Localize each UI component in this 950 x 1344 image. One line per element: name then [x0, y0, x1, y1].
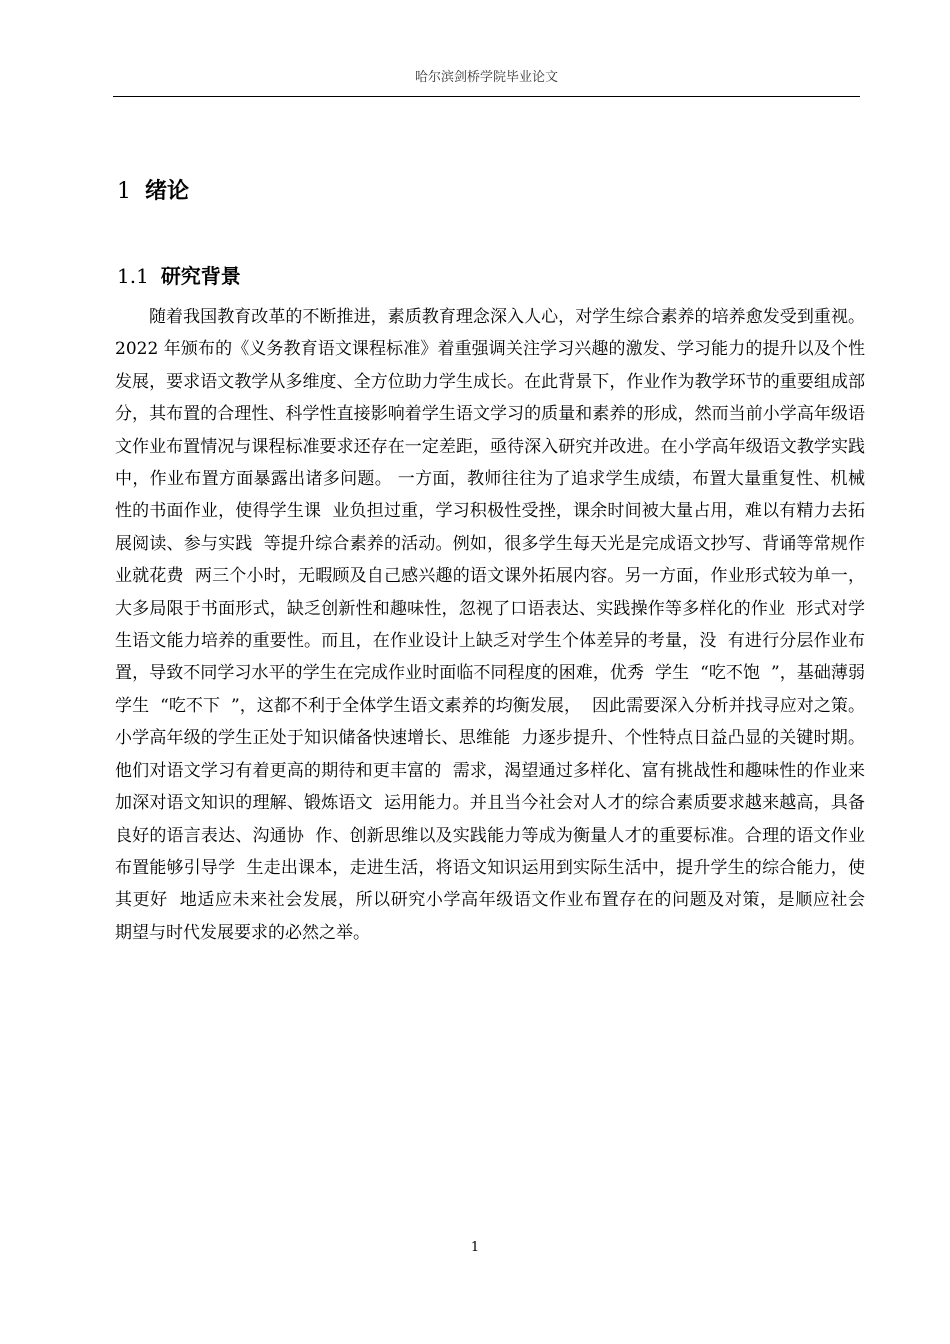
chapter-number: 1: [117, 179, 131, 204]
section-number: 1.1: [117, 264, 149, 288]
section-heading: [117, 260, 241, 289]
page-number: 1: [470, 1240, 480, 1255]
body-paragraph: 随着我国教育改革的不断推进，素质教育理念深入人心，对学生综合素养的培养愈发受到重视。2022 年颁布的《义务教育语文课程标准》着重强调关注学习兴趣的激发、学习能力的提升以及个性发展，要求语文教学从多维度、全方位助力学生成长。在此背景下，作业作为教学环节的重要组成部分，其布置的合理性、科学性直接影响着学生语文学习的质量和素养的形成，然而当前小学高年级语文作业布置情况与课程标准要求还存在一定差距，亟待深入研究并改进。在小学高年级语文教学实践中，作业布置方面暴露出诸多问题。 一方面，教师往往为了追求学生成绩，布置大量重复性、机械性的书面作业，使得学生课 业负担过重，学习积极性受挫，课余时间被大量占用，难以有精力去拓展阅读、参与实践 等提升综合素养的活动。例如，很多学生每天光是完成语文抄写、背诵等常规作业就花费 两三个小时，无暇顾及自己感兴趣的语文课外拓展内容。另一方面，作业形式较为单一， 大多局限于书面形式，缺乏创新性和趣味性，忽视了口语表达、实践操作等多样化的作业 形式对学生语文能力培养的重要性。而且，在作业设计上缺乏对学生个体差异的考量，没 有进行分层作业布置，导致不同学习水平的学生在完成作业时面临不同程度的困难，优秀 学生 “吃不饱 ”，基础薄弱学生 “吃不下 ”，这都不利于全体学生语文素养的均衡发展， 因此需要深入分析并找寻应对之策。小学高年级的学生正处于知识储备快速增长、思维能 力逐步提升、个性特点日益凸显的关键时期。他们对语文学习有着更高的期待和更丰富的 需求，渴望通过多样化、富有挑战性和趣味性的作业来加深对语文知识的理解、锻炼语文 运用能力。并且当今社会对人才的综合素质要求越来越高，具备良好的语言表达、沟通协 作、创新思维以及实践能力等成为衡量人才的重要标准。合理的语文作业布置能够引导学 生走出课本，走进生活，将语文知识运用到实际生活中，提升学生的综合能力，使其更好 地适应未来社会发展，所以研究小学高年级语文作业布置存在的问题及对策，是顺应社会 期望与时代发展要求的必然之举。: [115, 307, 876, 943]
chapter-heading: [117, 174, 189, 205]
chapter-title: 绪论: [145, 178, 190, 204]
running-header: 哈尔滨剑桥学院毕业论文: [414, 70, 558, 85]
section-title: 研究背景: [160, 264, 241, 288]
header-divider: [113, 96, 860, 97]
